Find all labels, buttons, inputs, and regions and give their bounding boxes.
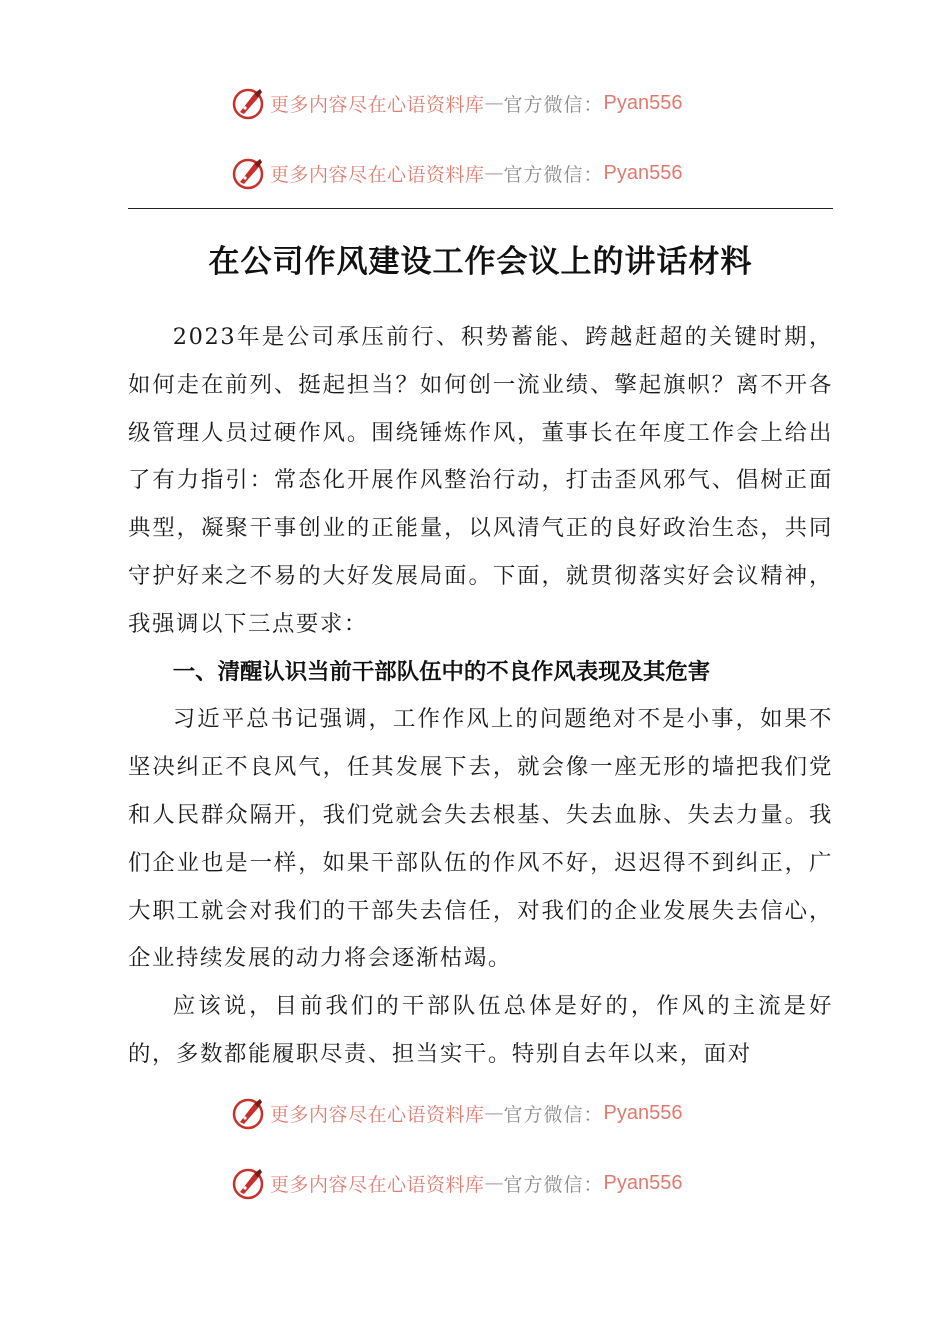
watermark-wechat-id: Pyan556: [603, 1171, 683, 1194]
watermark-banner: [230, 83, 683, 123]
pen-nib-logo-icon: [230, 1095, 266, 1131]
watermark-text: 更多内容尽在心语资料库: [270, 93, 485, 116]
watermark-text: 更多内容尽在心语资料库: [270, 163, 485, 186]
paragraph: 2023年是公司承压前行、积势蓄能、跨越赶超的关键时期，如何走在前列、挺起担当？如何创一流业绩、擎起旗帜？离不开各级管理人员过硬作风。围绕锤炼作风，董事长在年度工作会上给出了有力指引：常态化开展作风整治行动，打击歪风邪气、倡树正面典型，凝聚干事创业的正能量，以风清气正的良好政治生态，共同守护好来之不易的大好发展局面。下面，就贯彻落实好会议精神，我强调以下三点要求：: [128, 324, 833, 637]
header-divider: [128, 208, 833, 209]
section-heading: 一、清醒认识当前干部队伍中的不良作风表现及其危害: [172, 658, 711, 685]
pen-nib-logo-icon: [230, 1165, 266, 1201]
watermark-official-label: 官方微信：: [503, 1173, 604, 1196]
paragraph: 应该说，目前我们的干部队伍总体是好的，作风的主流是好的，多数都能履职尽责、担当实干。特别自去年以来，面对: [128, 993, 833, 1067]
pen-nib-logo-icon: [230, 155, 266, 191]
watermark-wechat-id: Pyan556: [603, 161, 683, 184]
watermark-banner: [230, 1093, 683, 1133]
pen-nib-logo-icon: [230, 85, 266, 121]
watermark-banner: [230, 1163, 683, 1203]
paragraph: 习近平总书记强调，工作作风上的问题绝对不是小事，如果不坚决纠正不良风气，任其发展下去，就会像一座无形的墙把我们党和人民群众隔开，我们党就会失去根基、失去血脉、失去力量。我们企业也是一样，如果干部队伍的作风不好，迟迟得不到纠正，广大职工就会对我们的干部失去信任，对我们的企业发展失去信心，企业持续发展的动力将会逐渐枯竭。: [128, 706, 833, 972]
watermark-wechat-id: Pyan556: [603, 1101, 683, 1124]
watermark-separator: —: [484, 1102, 504, 1124]
watermark-separator: —: [484, 92, 504, 114]
watermark-wechat-id: Pyan556: [603, 91, 683, 114]
document-body: [128, 314, 833, 1079]
watermark-banner: [230, 153, 683, 193]
watermark-text: 更多内容尽在心语资料库: [270, 1103, 485, 1126]
watermark-official-label: 官方微信：: [503, 1103, 604, 1126]
watermark-text: 更多内容尽在心语资料库: [270, 1173, 485, 1196]
document-title: 在公司作风建设工作会议上的讲话材料: [208, 244, 753, 280]
watermark-official-label: 官方微信：: [503, 93, 604, 116]
watermark-separator: —: [484, 162, 504, 184]
watermark-separator: —: [484, 1172, 504, 1194]
watermark-official-label: 官方微信：: [503, 163, 604, 186]
